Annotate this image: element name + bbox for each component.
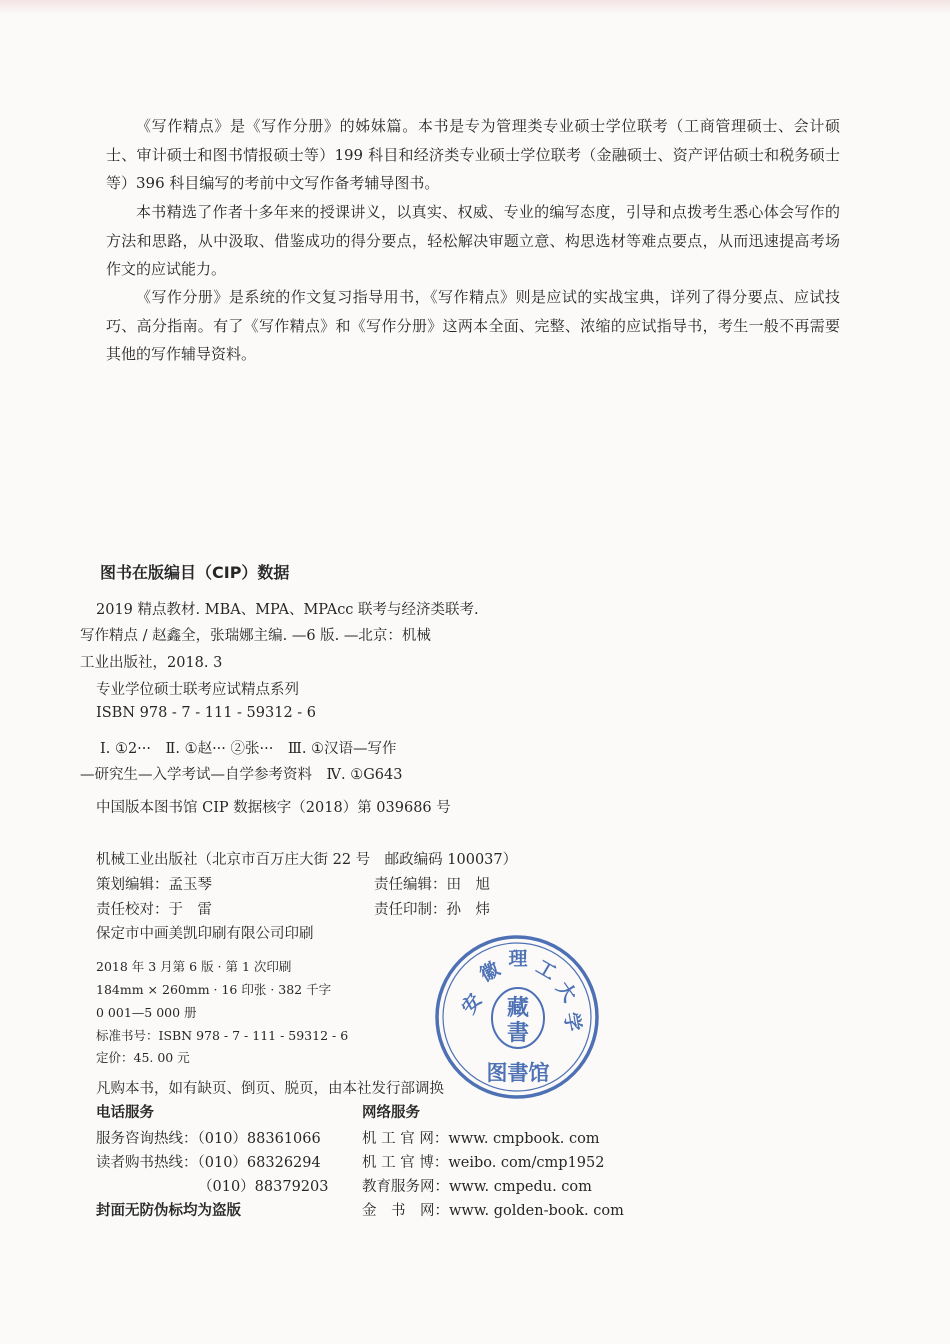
replacement-notice: 凡购本书，如有缺页、倒页、脱页，由本社发行部调换 xyxy=(96,1081,444,1097)
web-service-heading: 网络服务 xyxy=(362,1105,420,1121)
stamp-center-top: 藏 xyxy=(506,995,530,1021)
hotline-purchase-2: （010）88379203 xyxy=(198,1179,329,1195)
cip-line: Ⅰ. ①2··· Ⅱ. ①赵··· ②张··· Ⅲ. ①汉语—写作 xyxy=(100,741,397,757)
phone-service-heading: 电话服务 xyxy=(96,1105,154,1121)
proofreader: 责任校对：于 雷 xyxy=(96,902,212,918)
cip-line: ISBN 978 - 7 - 111 - 59312 - 6 xyxy=(96,705,317,721)
intro-paragraph-2: 本书精选了作者十多年来的授课讲义，以真实、权威、专业的编写态度，引导和点拨考生悉心体会写作的方法和思路，从中汲取、借鉴成功的得分要点，轻松解决审题立意、构思选材等难点要点，从而迅速提高考场作文的应试能力。 xyxy=(106,203,840,278)
library-stamp-seal xyxy=(432,932,602,1102)
page-edge-tint xyxy=(0,0,950,14)
cip-line: 中国版本图书馆 CIP 数据核字（2018）第 039686 号 xyxy=(96,800,451,816)
cip-line: 工业出版社，2018. 3 xyxy=(80,655,223,671)
cip-line: 专业学位硕士联考应试精点系列 xyxy=(96,682,299,698)
print-manager: 责任印制：孙 炜 xyxy=(374,902,490,918)
stamp-ring-char: 理 xyxy=(508,948,528,970)
cip-line: 2019 精点教材. MBA、MPA、MPAcc 联考与经济类联考. xyxy=(96,602,479,618)
cip-heading: 图书在版编目（CIP）数据 xyxy=(100,563,290,582)
responsible-editor: 责任编辑：田 旭 xyxy=(374,877,490,893)
stamp-ring-char: 大 xyxy=(551,977,581,1007)
cip-line: —研究生—入学考试—自学参考资料 Ⅳ. ①G643 xyxy=(80,767,403,783)
hotline-consult: 服务咨询热线：（010）88361066 xyxy=(96,1131,321,1147)
edition-info: 2018 年 3 月第 6 版 · 第 1 次印刷 xyxy=(96,959,292,974)
price: 定价：45. 00 元 xyxy=(96,1050,190,1065)
stamp-center-bottom: 書 xyxy=(506,1020,530,1046)
web-official-weibo: 机 工 官 博：weibo. com/cmp1952 xyxy=(362,1155,605,1171)
stamp-ring-char: 安 xyxy=(457,989,487,1019)
stamp-ring-char: 徽 xyxy=(476,957,504,987)
format-info: 184mm × 260mm · 16 印张 · 382 千字 xyxy=(96,982,332,997)
web-golden-book: 金 书 网：www. golden-book. com xyxy=(362,1203,624,1219)
standard-book-number: 标准书号：ISBN 978 - 7 - 111 - 59312 - 6 xyxy=(96,1028,349,1043)
planning-editor: 策划编辑：孟玉琴 xyxy=(96,877,212,893)
print-run: 0 001—5 000 册 xyxy=(96,1005,197,1020)
cip-line: 写作精点 / 赵鑫全，张瑞娜主编. —6 版. —北京：机械 xyxy=(80,628,431,644)
stamp-ring-char: 学 xyxy=(559,1010,585,1034)
stamp-bottom-text: 图書馆 xyxy=(486,1060,550,1085)
web-official-site: 机 工 官 网：www. cmpbook. com xyxy=(362,1131,600,1147)
printer: 保定市中画美凯印刷有限公司印刷 xyxy=(96,926,314,942)
anti-counterfeit-notice: 封面无防伪标均为盗版 xyxy=(96,1203,241,1219)
intro-paragraph-3: 《写作分册》是系统的作文复习指导用书，《写作精点》则是应试的实战宝典，详列了得分要点、应试技巧、高分指南。有了《写作精点》和《写作分册》这两本全面、完整、浓缩的应试指导书，考生一般不再需要其他的写作辅导资料。 xyxy=(106,288,840,363)
publisher-address: 机械工业出版社（北京市百万庄大街 22 号 邮政编码 100037） xyxy=(96,852,518,868)
web-education: 教育服务网：www. cmpedu. com xyxy=(362,1179,592,1195)
intro-paragraph-1: 《写作精点》是《写作分册》的姊妹篇。本书是专为管理类专业硕士学位联考（工商管理硕士、会计硕士、审计硕士和图书情报硕士等）199 科目和经济类专业硕士学位联考（金融硕士、资产评估硕士和税务硕士等）396 科目编写的考前中文写作备考辅导图书。 xyxy=(106,117,840,192)
stamp-ring-char: 工 xyxy=(532,955,560,985)
hotline-purchase: 读者购书热线：（010）68326294 xyxy=(96,1155,321,1171)
